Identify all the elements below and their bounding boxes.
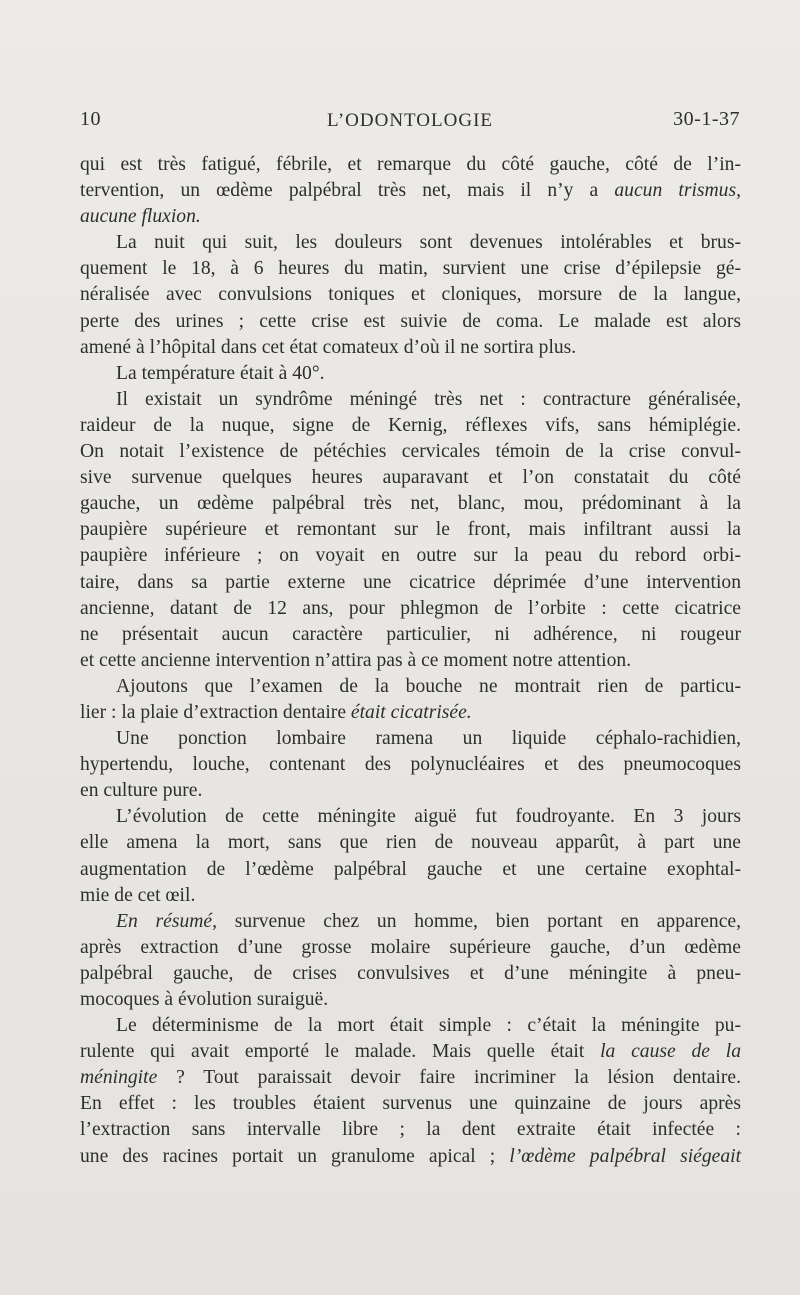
line-text: perte des urines ; cette crise est suivie de coma. Le malade est alors bbox=[80, 310, 741, 332]
line-text: qui est très fatigué, fébrile, et remarque du côté gauche, côté de l’in- bbox=[80, 154, 741, 175]
text-line bbox=[80, 256, 741, 282]
line-text: On notait l’existence de pétéchies cervicales témoin de la crise convul- bbox=[80, 441, 741, 463]
line-text: elle amena la mort, sans que rien de nouveau apparût, à part une bbox=[80, 832, 741, 854]
line-text: Ajoutons que l’examen de la bouche ne montrait rien de particu- bbox=[116, 675, 741, 697]
line-text: gauche, un œdème palpébral très net, blanc, mou, prédominant à la bbox=[80, 493, 741, 515]
text-line bbox=[80, 1117, 741, 1143]
line-text: et cette ancienne intervention n’attira pas à ce moment notre attention. bbox=[80, 649, 632, 671]
paragraph bbox=[80, 387, 741, 674]
text-line bbox=[80, 1039, 741, 1065]
italic-text: méningite bbox=[80, 1067, 158, 1089]
text-line bbox=[80, 752, 741, 778]
italic-text: était cicatrisée. bbox=[350, 701, 472, 723]
text-line bbox=[80, 1144, 741, 1170]
text-line bbox=[80, 152, 741, 178]
text-line bbox=[80, 804, 741, 830]
line-text: sive survenue quelques heures auparavant et l’on constatait du côté bbox=[80, 467, 741, 489]
line-text: mie de cet œil. bbox=[80, 884, 196, 906]
text-line bbox=[80, 282, 741, 308]
italic-text: l’œdème palpébral siégeait bbox=[509, 1145, 742, 1167]
text-line bbox=[80, 987, 741, 1013]
line-text: ne présentait aucun caractère particulier, ni adhérence, ni rougeur bbox=[80, 623, 741, 645]
paragraph bbox=[80, 726, 741, 804]
text-line bbox=[80, 857, 741, 883]
text-line bbox=[80, 387, 741, 413]
line-text: L’évolution de cette méningite aiguë fut foudroyante. En 3 jours bbox=[116, 806, 741, 828]
line-text: néralisée avec convulsions toniques et cloniques, morsure de la langue, bbox=[80, 284, 741, 306]
text-line bbox=[80, 517, 741, 543]
text-line bbox=[80, 335, 741, 361]
text-line bbox=[80, 961, 741, 987]
text-line bbox=[80, 778, 741, 804]
line-text: amené à l’hôpital dans cet état comateux d’où il ne sortira plus. bbox=[80, 336, 577, 358]
line-text: La température était à 40°. bbox=[116, 362, 325, 384]
line-text: mocoques à évolution suraiguë. bbox=[80, 989, 329, 1010]
line-text: La nuit qui suit, les douleurs sont devenues intolérables et brus- bbox=[116, 232, 741, 254]
text-line bbox=[80, 361, 741, 387]
line-text: paupière supérieure et remontant sur le front, mais infiltrant aussi la bbox=[80, 519, 741, 541]
text-line bbox=[80, 1013, 741, 1039]
line-text: après extraction d’une grosse molaire supérieure gauche, d’un œdème bbox=[80, 936, 741, 958]
text-line bbox=[80, 1065, 741, 1091]
italic-text: la cause de la bbox=[600, 1041, 741, 1063]
line-text: survenue chez un homme, bien portant en apparence, bbox=[217, 910, 741, 932]
paragraph bbox=[80, 909, 741, 1013]
line-text: En effet : les troubles étaient survenus une quinzaine de jours après bbox=[80, 1093, 741, 1115]
issue-date: 30-1-37 bbox=[673, 108, 740, 130]
line-text: hypertendu, louche, contenant des polynucléaires et des pneumocoques bbox=[80, 754, 741, 776]
line-text: ancienne, datant de 12 ans, pour phlegmon de l’orbite : cette cicatrice bbox=[80, 597, 741, 619]
paragraph bbox=[80, 361, 741, 387]
text-line bbox=[80, 622, 741, 648]
line-text: palpébral gauche, de crises convulsives et d’une méningite à pneu- bbox=[80, 962, 741, 984]
text-line bbox=[80, 570, 741, 596]
page-number: 10 bbox=[80, 108, 101, 130]
italic-text: En résumé, bbox=[116, 910, 218, 932]
text-line bbox=[80, 543, 741, 569]
line-text: lier : la plaie d’extraction dentaire bbox=[80, 701, 351, 723]
text-line bbox=[80, 309, 741, 335]
line-text: l’extraction sans intervalle libre ; la dent extraite était infectée : bbox=[80, 1119, 741, 1141]
text-line bbox=[80, 648, 741, 674]
line-text: Le déterminisme de la mort était simple : c’était la méningite pu- bbox=[116, 1015, 741, 1037]
paragraph bbox=[80, 804, 741, 908]
text-line bbox=[80, 674, 741, 700]
paragraph bbox=[80, 152, 741, 230]
line-text: une des racines portait un granulome apical ; bbox=[80, 1145, 510, 1167]
italic-text: aucune fluxion. bbox=[80, 206, 201, 228]
paragraph bbox=[80, 674, 741, 726]
text-line bbox=[80, 491, 741, 517]
paragraph bbox=[80, 230, 741, 360]
text-line bbox=[80, 935, 741, 961]
italic-text: aucun trismus, bbox=[614, 180, 741, 202]
paragraph bbox=[80, 1013, 741, 1170]
text-line bbox=[80, 439, 741, 465]
text-line bbox=[80, 465, 741, 491]
text-line bbox=[80, 230, 741, 256]
line-text: Une ponction lombaire ramena un liquide céphalo-rachidien, bbox=[116, 728, 741, 750]
text-line bbox=[80, 830, 741, 856]
line-text: rulente qui avait emporté le malade. Mais quelle était bbox=[80, 1041, 601, 1063]
text-line bbox=[80, 413, 741, 439]
text-line bbox=[80, 726, 741, 752]
text-line bbox=[80, 909, 741, 935]
text-line bbox=[80, 596, 741, 622]
line-text: quement le 18, à 6 heures du matin, survient une crise d’épilepsie gé- bbox=[80, 258, 741, 280]
running-header bbox=[80, 108, 740, 138]
running-title: L’ODONTOLOGIE bbox=[326, 110, 494, 131]
line-text: paupière inférieure ; on voyait en outre sur la peau du rebord orbi- bbox=[80, 545, 741, 567]
line-text: tervention, un œdème palpébral très net, mais il n’y a bbox=[80, 180, 615, 202]
line-text: en culture pure. bbox=[80, 780, 203, 802]
article-body bbox=[80, 152, 741, 1170]
text-line bbox=[80, 178, 741, 204]
line-text: augmentation de l’œdème palpébral gauche et une certaine exophtal- bbox=[80, 858, 741, 880]
line-text: Il existait un syndrôme méningé très net : contracture généralisée, bbox=[116, 388, 741, 410]
line-text: taire, dans sa partie externe une cicatrice déprimée d’une intervention bbox=[80, 571, 741, 593]
line-text: ? Tout paraissait devoir faire incriminer la lésion dentaire. bbox=[157, 1067, 741, 1089]
text-line bbox=[80, 1091, 741, 1117]
text-line bbox=[80, 204, 741, 230]
text-line bbox=[80, 700, 741, 726]
text-line bbox=[80, 883, 741, 909]
line-text: raideur de la nuque, signe de Kernig, réflexes vifs, sans hémiplégie. bbox=[80, 414, 741, 436]
